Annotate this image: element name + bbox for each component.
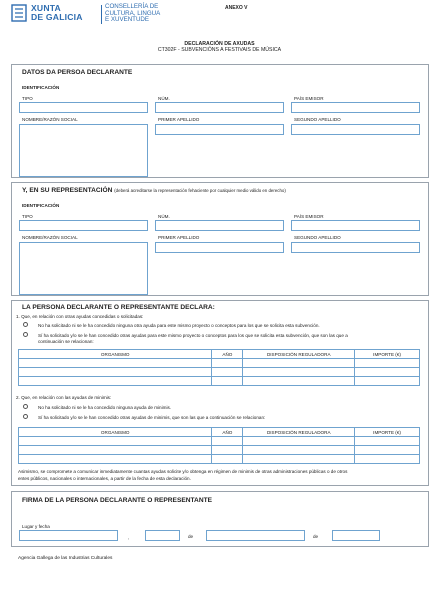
disposicion-cell[interactable]: [243, 437, 355, 446]
comma-separator: ,: [128, 535, 130, 540]
ano-cell[interactable]: [212, 437, 243, 446]
place-field[interactable]: [19, 530, 118, 541]
table-row: [19, 377, 420, 386]
question-1: 1. Que, en relación con otras ayudas concedidas o solicitadas:: [16, 314, 144, 319]
disposicion-cell[interactable]: [243, 359, 355, 368]
importe-cell[interactable]: [355, 437, 420, 446]
importe-cell[interactable]: [355, 359, 420, 368]
q2-option-none-label: No ha solicitado ni se le ha concedido ninguna ayuda de minimis.: [38, 405, 172, 410]
q2-option-none-radio[interactable]: [23, 404, 28, 409]
representative-primer-label: PRIMER APELLIDO: [158, 235, 200, 240]
declarant-tipo-label: TIPO: [22, 96, 33, 101]
annex-label: ANEXO V: [225, 5, 248, 11]
commitment-paragraph: [18, 468, 424, 482]
department-name: [105, 4, 160, 24]
importe-cell[interactable]: [355, 455, 420, 464]
year-field[interactable]: [332, 530, 380, 541]
representative-title-text: Y, EN SU REPRESENTACIÓN: [22, 187, 113, 194]
question-2: 2. Que, en relación con las ayudas de minimis:: [16, 395, 112, 400]
organismo-cell[interactable]: [19, 377, 212, 386]
representative-tipo-label: TIPO: [22, 214, 33, 219]
q1-option-yes-label: Sí ha solicitado y/o se le han concedido otras ayudas para este mismo proyecto o conceptos para los que se solicita esta subvención, que son las que a: [38, 333, 348, 338]
ano-cell[interactable]: [212, 368, 243, 377]
col-ano: AÑO: [212, 350, 243, 359]
col-disposicion: DISPOSICIÓN REGULADORA: [243, 350, 355, 359]
q1-option-yes-label-cont: continuación se relacionan:: [38, 339, 94, 344]
representative-segundo-field[interactable]: [291, 242, 420, 253]
representative-nombre-label: NOMBRE/RAZÓN SOCIAL: [22, 235, 78, 240]
logo-line1: XUNTA: [31, 3, 61, 13]
day-field[interactable]: [145, 530, 180, 541]
declares-title: LA PERSONA DECLARANTE O REPRESENTANTE DECLARA:: [22, 304, 215, 311]
representative-identification-label: IDENTIFICACIÓN: [22, 203, 60, 208]
declarant-identification-label: IDENTIFICACIÓN: [22, 85, 60, 90]
disposicion-cell[interactable]: [243, 377, 355, 386]
importe-cell[interactable]: [355, 446, 420, 455]
table-row: [19, 368, 420, 377]
representative-num-field[interactable]: [155, 220, 284, 231]
disposicion-cell[interactable]: [243, 446, 355, 455]
organismo-cell[interactable]: [19, 359, 212, 368]
representative-num-label: NÚM.: [158, 214, 170, 219]
ano-cell[interactable]: [212, 359, 243, 368]
representative-tipo-field[interactable]: [19, 220, 148, 231]
col-disposicion: DISPOSICIÓN REGULADORA: [243, 428, 355, 437]
table-row: [19, 437, 420, 446]
representative-segundo-label: SEGUNDO APELLIDO: [294, 235, 341, 240]
importe-cell[interactable]: [355, 368, 420, 377]
organismo-cell[interactable]: [19, 368, 212, 377]
q1-option-none-radio[interactable]: [23, 322, 28, 327]
col-importe: IMPORTE (€): [355, 428, 420, 437]
organismo-cell[interactable]: [19, 446, 212, 455]
aids-table-2: [18, 427, 420, 464]
declarant-nombre-label: NOMBRE/RAZÓN SOCIAL: [22, 117, 78, 122]
declarant-primer-label: PRIMER APELLIDO: [158, 117, 200, 122]
declarant-segundo-field[interactable]: [291, 124, 420, 135]
place-date-label: Lugar y fecha: [22, 524, 50, 529]
declarant-section: [11, 64, 429, 178]
importe-cell[interactable]: [355, 377, 420, 386]
q2-option-yes-radio[interactable]: [23, 414, 28, 419]
department-line2: CULTURA, LINGUA: [105, 9, 161, 17]
representative-pais-field[interactable]: [291, 220, 420, 231]
aids-table-1: [18, 349, 420, 386]
disposicion-cell[interactable]: [243, 455, 355, 464]
signature-section: [11, 491, 429, 547]
document-title: DECLARACIÓN DE AXUDAS: [184, 41, 255, 47]
document-subtitle: CT302F - SUBVENCIÓNS A FESTIVAIS DE MÚSICA: [157, 47, 282, 53]
representative-nombre-field[interactable]: [19, 242, 148, 295]
ano-cell[interactable]: [212, 377, 243, 386]
month-field[interactable]: [206, 530, 305, 541]
commitment-line2: entes públicos, nacionales o internacionales, a partir de la fecha de esta declaración.: [18, 476, 191, 481]
representative-pais-label: PAÍS EMISOR: [294, 214, 324, 219]
signature-title: FIRMA DE LA PERSONA DECLARANTE O REPRESENTANTE: [22, 497, 213, 504]
declarant-nombre-field[interactable]: [19, 124, 148, 177]
agency-footer: Agencia Gallega de las Industrias Culturales: [18, 556, 113, 561]
representative-note: (deberá acreditarse la representación fehaciente por cualquier medio válido en derecho): [114, 188, 286, 193]
declarant-num-field[interactable]: [155, 102, 284, 113]
ano-cell[interactable]: [212, 455, 243, 464]
declarant-segundo-label: SEGUNDO APELLIDO: [294, 117, 341, 122]
declarant-tipo-field[interactable]: [19, 102, 148, 113]
table-row: [19, 359, 420, 368]
xunta-emblem-icon: [11, 4, 27, 22]
representative-section: [11, 182, 429, 296]
col-importe: IMPORTE (€): [355, 350, 420, 359]
commitment-line1: Asimismo, se compromete a comunicar inmediatamente cuantas ayudas solicite y/o obtenga en régimen de minimis de otras administraciones públicas o de otros: [18, 469, 348, 474]
ano-cell[interactable]: [212, 446, 243, 455]
declarant-num-label: NÚM.: [158, 96, 170, 101]
declarant-primer-field[interactable]: [155, 124, 284, 135]
disposicion-cell[interactable]: [243, 368, 355, 377]
col-organismo: ORGANISMO: [19, 428, 212, 437]
de-separator-1: de: [188, 534, 194, 539]
logo-line2: DE GALICIA: [31, 12, 83, 22]
organismo-cell[interactable]: [19, 455, 212, 464]
representative-title: [22, 187, 286, 194]
declares-section: [11, 300, 429, 486]
logo-divider: [101, 5, 102, 24]
de-separator-2: de: [313, 534, 319, 539]
q1-option-yes-radio[interactable]: [23, 332, 28, 337]
representative-primer-field[interactable]: [155, 242, 284, 253]
department-line1: CONSELLERÍA DE: [105, 3, 159, 10]
declarant-pais-label: PAÍS EMISOR: [294, 96, 324, 101]
col-ano: AÑO: [212, 428, 243, 437]
department-line3: E XUVENTUDE: [105, 16, 150, 24]
declarant-pais-field[interactable]: [291, 102, 420, 113]
logo-text: [31, 4, 83, 22]
declarant-title: DATOS DA PERSOA DECLARANTE: [22, 69, 133, 76]
table-row: [19, 446, 420, 455]
col-organismo: ORGANISMO: [19, 350, 212, 359]
organismo-cell[interactable]: [19, 437, 212, 446]
table-row: [19, 455, 420, 464]
q2-option-yes-label: Sí ha solicitado y/o se le han concedido otras ayudas de minimis, que son las que a continuación se relacionan:: [38, 415, 266, 420]
q1-option-none-label: No ha solicitado ni se le ha concedido ninguna otra ayuda para este mismo proyecto o conceptos para los que se solicita esta subvención.: [38, 323, 320, 328]
